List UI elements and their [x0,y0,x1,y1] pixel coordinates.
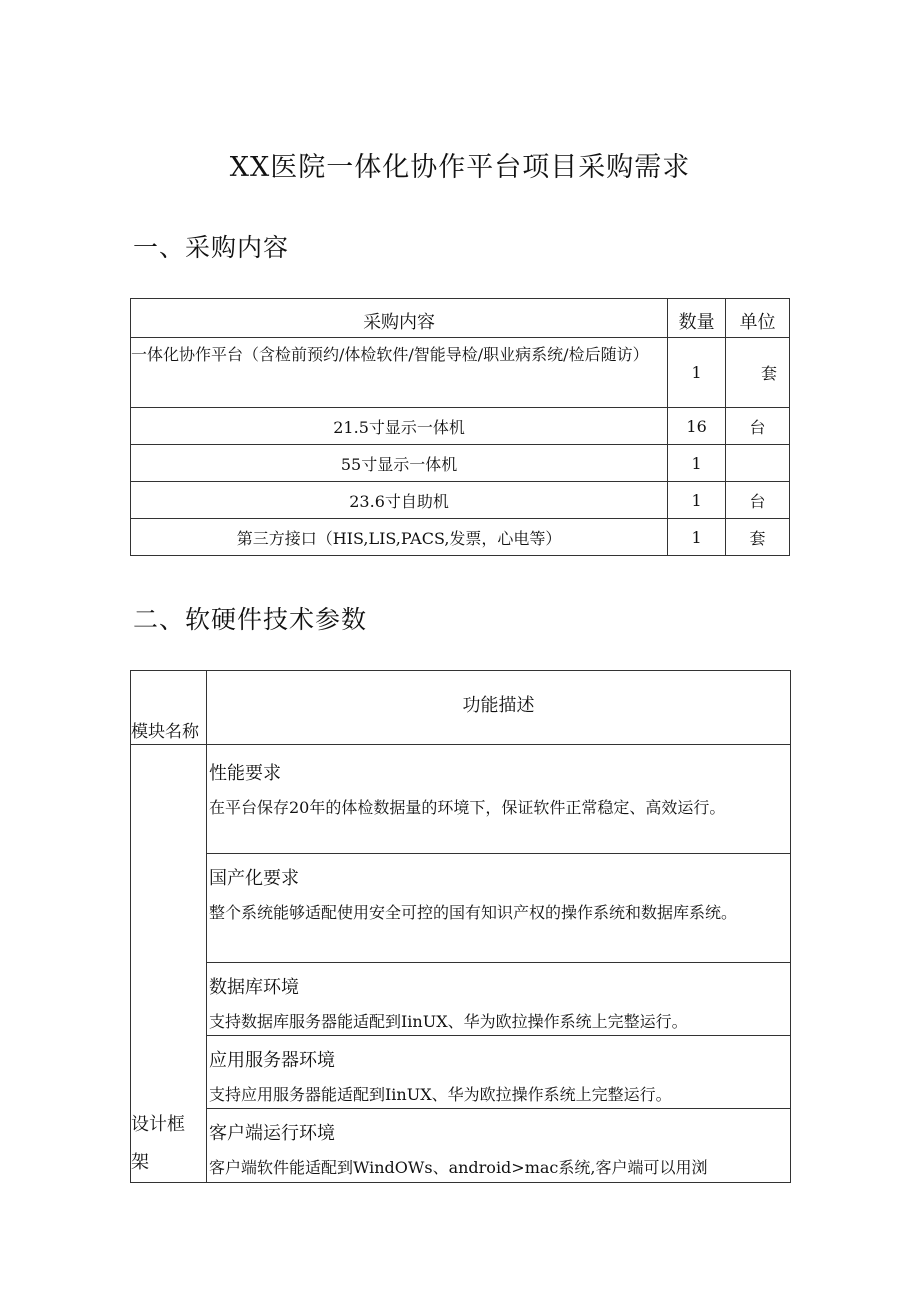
header-function-desc: 功能描述 [206,671,790,745]
header-unit: 单位 [726,299,790,338]
document-title: XX医院一体化协作平台项目采购需求 [229,152,691,183]
item-title: 性能要求 [208,763,281,784]
item-title: 数据库环境 [208,977,299,998]
function-cell [206,1036,790,1109]
tech-params-table [130,670,791,1183]
row-qty: 16 [668,408,726,445]
table-row [131,745,791,854]
function-cell [206,963,790,1036]
row-item: 第三方接口（HIS,LIS,PACS,发票，心电等） [131,519,668,556]
section-heading-tech-params: 二、软硬件技术参数 [133,605,368,634]
table-row [131,519,790,556]
table-row [131,338,790,408]
item-title: 国产化要求 [208,868,299,889]
item-desc: 客户端软件能适配到WindOWs、android>mac系统,客户端可以用浏 [208,1158,708,1177]
function-cell [206,745,790,854]
module-name: 设计框架 [131,1114,185,1173]
item-desc: 整个系统能够适配使用安全可控的国有知识产权的操作系统和数据库系统。 [208,903,737,922]
table-row [131,854,791,963]
row-qty: 1 [668,338,726,408]
row-unit: 台 [726,482,790,519]
table-row [131,408,790,445]
row-item: 一体化协作平台（含检前预约/体检软件/智能导检/职业病系统/检后随访） [131,338,668,408]
section-heading-procurement: 一、采购内容 [133,233,290,262]
row-item: 21.5寸显示一体机 [131,408,668,445]
table-row [131,1109,791,1183]
item-desc: 支持数据库服务器能适配到IinUX、华为欧拉操作系统上完整运行。 [208,1012,688,1031]
table-row [131,963,791,1036]
item-desc: 支持应用服务器能适配到IinUX、华为欧拉操作系统上完整运行。 [208,1085,672,1104]
table-header-row [131,671,791,745]
table-header-row [131,299,790,338]
function-cell [206,854,790,963]
row-item: 55寸显示一体机 [131,445,668,482]
table-row [131,482,790,519]
item-title: 应用服务器环境 [208,1050,335,1071]
row-item: 23.6寸自助机 [131,482,668,519]
header-quantity: 数量 [668,299,726,338]
module-design-framework [131,745,207,1183]
table-row [131,445,790,482]
header-module-name: 模块名称 [131,671,207,745]
header-content: 采购内容 [131,299,668,338]
function-cell [206,1109,790,1183]
item-title: 客户端运行环境 [208,1123,335,1144]
row-unit: 台 [726,408,790,445]
row-qty: 1 [668,482,726,519]
table-row [131,1036,791,1109]
procurement-table [130,298,790,556]
row-unit: 套 [726,338,790,408]
row-unit: 套 [726,519,790,556]
item-desc: 在平台保存20年的体检数据量的环境下，保证软件正常稳定、高效运行。 [208,798,726,817]
row-qty: 1 [668,519,726,556]
row-qty: 1 [668,445,726,482]
row-unit [726,445,790,482]
